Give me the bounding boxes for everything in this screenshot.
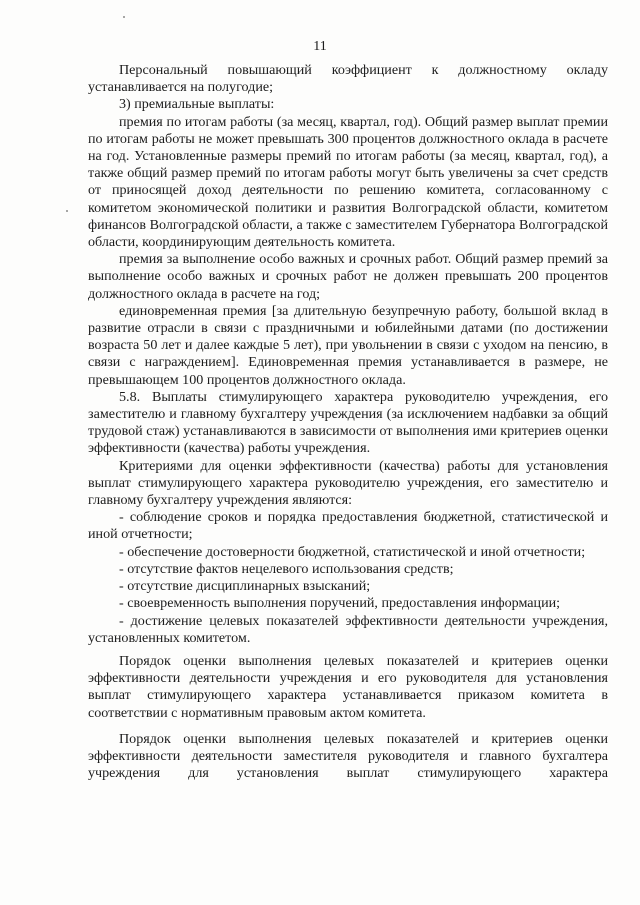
criteria-item: - отсутствие фактов нецелевого использования средств; bbox=[119, 560, 454, 577]
criteria-item: - обеспечение достоверности бюджетной, статистической и иной отчетности; bbox=[119, 543, 586, 560]
paragraph-order-deputy: Порядок оценки выполнения целевых показателей и критериев оценки эффективности деятельности заместителя руководителя и главного бухгалтера учреждения для установления выплат стимулирующего характера bbox=[88, 730, 608, 782]
paragraph-bonus-urgent: премия за выполнение особо важных и срочных работ. Общий размер премий за выполнение особо важных и срочных работ не должен превышать 200 процентов должностного оклада в расчете на год; bbox=[88, 251, 608, 302]
document-body bbox=[88, 62, 608, 782]
paragraph-5-8: 5.8. Выплаты стимулирующего характера руководителю учреждения, его заместителю и главному бухгалтеру учреждения (за исключением надбавки за общий трудовой стаж) устанавливаются в зависимости от выполнения ими критериев оценки эффективности (качества) работы учреждения. bbox=[88, 388, 608, 457]
paragraph-bonus-heading: 3) премиальные выплаты: bbox=[119, 96, 275, 113]
scan-speck bbox=[123, 16, 125, 18]
paragraph-order-head: Порядок оценки выполнения целевых показателей и критериев оценки эффективности деятельности учреждения и его руководителя для установления выплат стимулирующего характера устанавливается приказом комитета в соответствии с нормативным правовым актом комитета. bbox=[88, 652, 608, 721]
paragraph-bonus-results: премия по итогам работы (за месяц, квартал, год). Общий размер выплат премии по итогам работы не может превышать 300 процентов должностного оклада в расчете на год. Установленные размеры премий по итогам работы (за месяц, квартал, год), а также общий размер премий по итогам работы могут быть увеличены за счет средств от приносящей доход деятельности по решению комитета, согласованному с комитетом экономической политики и развития Волгоградской области, комитетом финансов Волгоградской области, а также с заместителем Губернатора Волгоградской области, координирующим деятельность комитета. bbox=[88, 113, 608, 251]
page-number: 11 bbox=[313, 39, 327, 54]
criteria-item: - отсутствие дисциплинарных взысканий; bbox=[119, 578, 371, 595]
paragraph-criteria-intro: Критериями для оценки эффективности (качества) работы для установления выплат стимулирующего характера руководителю учреждения, его заместителю и главному бухгалтеру учреждения являются: bbox=[88, 457, 608, 509]
scan-speck bbox=[66, 210, 68, 212]
criteria-item: - достижение целевых показателей эффективности деятельности учреждения, установленных комитетом. bbox=[88, 612, 608, 646]
paragraph-bonus-onetime: единовременная премия [за длительную безупречную работу, большой вклад в развитие отрасли в связи с праздничными и юбилейными датами (по достижении возраста 50 лет и далее каждые 5 лет), при увольнении в связи с уходом на пенсию, в связи с награждением]. Единовременная премия устанавливается в размере, не превышающем 100 процентов должностного оклада. bbox=[88, 302, 608, 388]
criteria-item: - своевременность выполнения поручений, предоставления информации; bbox=[119, 595, 561, 612]
criteria-item: - соблюдение сроков и порядка предоставления бюджетной, статистической и иной отчетности; bbox=[88, 509, 608, 543]
paragraph-coefficient: Персональный повышающий коэффициент к должностному окладу устанавливается на полугодие; bbox=[88, 62, 608, 96]
